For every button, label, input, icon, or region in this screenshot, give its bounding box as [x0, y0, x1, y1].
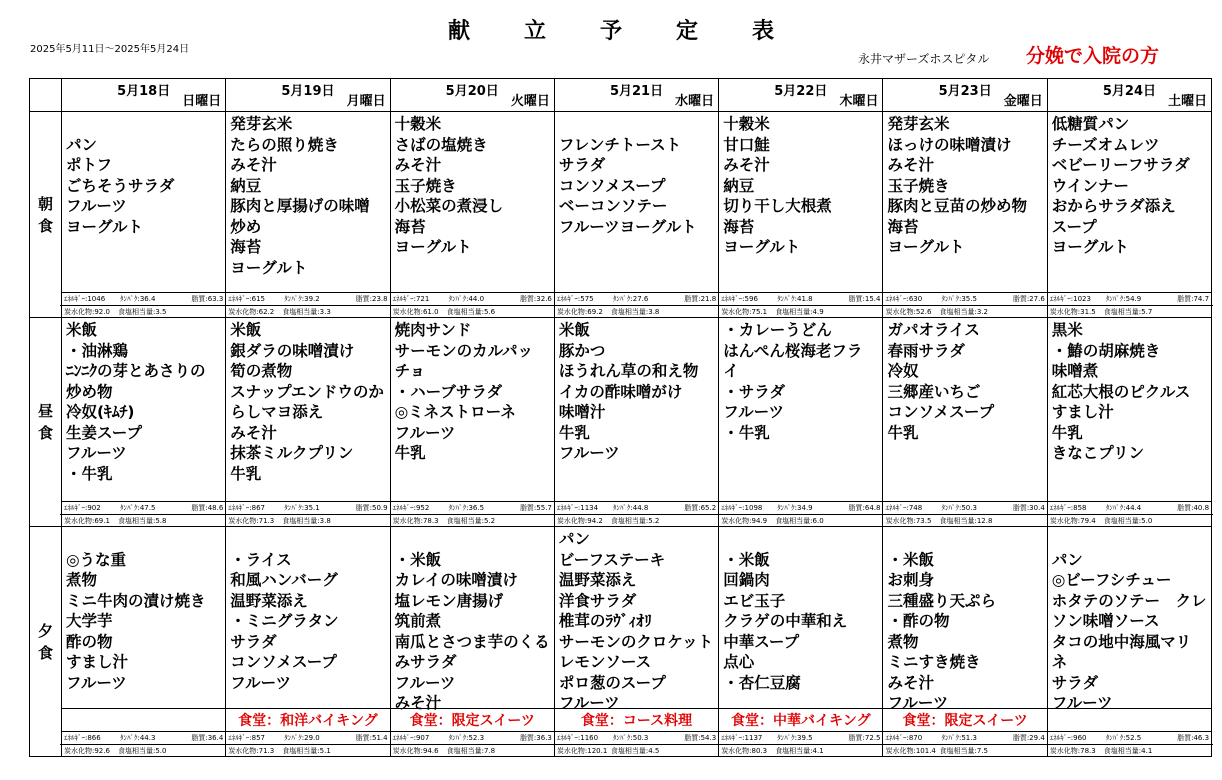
menu-cell	[1047, 527, 1211, 712]
nutrition-cell	[883, 502, 1047, 527]
salt-value: 食塩相当量:5.7	[1103, 308, 1153, 316]
meal-label: 昼 食	[30, 318, 62, 527]
menu-cell	[719, 527, 883, 709]
nutrition-cell	[226, 293, 390, 318]
menu-items: 十穀米 さばの塩焼き みそ汁 玉子焼き 小松菜の煮浸し 海苔 ヨーグルト	[394, 115, 504, 256]
nutrition-cell	[554, 502, 718, 527]
day-header	[883, 79, 1047, 112]
energy-value: ｴﾈﾙｷﾞｰ:1137	[721, 734, 763, 742]
energy-value: ｴﾈﾙｷﾞｰ:857	[228, 734, 266, 742]
carb-value: 炭水化物:78.3	[392, 517, 439, 525]
menu-items: ・ライス 和風ハンバーグ 温野菜添え ・ミニグラタン サラダ コンソメスープ フルーツ	[230, 550, 339, 692]
protein-value: ﾀﾝﾊﾟｸ:34.9	[777, 504, 813, 512]
menu-items: ・米飯 カレイの味噌漬け 塩レモン唐揚げ 筑前煮 南瓜とさつま芋のくる みサラダ フルーツ みそ汁	[394, 550, 550, 712]
carb-value: 炭水化物:94.6	[392, 747, 439, 755]
salt-value: 食塩相当量:5.8	[118, 517, 167, 525]
title-char: 立	[523, 19, 546, 44]
fat-value: 脂質:15.4	[848, 295, 881, 303]
meal-row	[30, 112, 1212, 293]
menu-items: フレンチトースト サラダ コンソメスープ ベーコンソテー フルーツヨーグルト	[558, 135, 697, 236]
menu-items: ・カレーうどん はんぺん桜海老フラ イ ・サラダ フルーツ ・牛乳	[723, 321, 863, 442]
carb-value: 炭水化物:94.2	[556, 517, 603, 525]
salt-value: 食塩相当量:5.0	[1103, 517, 1153, 525]
energy-value: ｴﾈﾙｷﾞｰ:867	[228, 504, 266, 512]
menu-cell	[719, 112, 883, 293]
fat-value: 脂質:74.7	[1177, 295, 1210, 303]
salt-value: 食塩相当量:4.1	[775, 747, 824, 755]
carb-value: 炭水化物:52.6	[885, 308, 932, 316]
salt-value: 食塩相当量:4.5	[610, 747, 660, 755]
energy-value: ｴﾈﾙｷﾞｰ:1046	[64, 295, 106, 303]
menu-cell	[719, 318, 883, 502]
salt-value: 食塩相当量:3.5	[118, 308, 167, 316]
salt-value: 食塩相当量:3.8	[282, 517, 331, 525]
day-header	[62, 79, 226, 112]
menu-cell	[883, 527, 1047, 712]
protein-value: ﾀﾝﾊﾟｸ:36.5	[448, 504, 485, 512]
carb-value: 炭水化物:69.2	[556, 308, 603, 316]
nutrition-cell	[226, 732, 390, 757]
protein-value: ﾀﾝﾊﾟｸ:51.3	[941, 734, 977, 742]
menu-items: 米飯 銀ダラの味噌漬け 筍の煮物 スナップエンドウのか らしマヨ添え みそ汁 抹茶ミルクプリン 牛乳	[230, 321, 384, 483]
fat-value: 脂質:23.8	[355, 295, 388, 303]
fat-value: 脂質:54.3	[684, 734, 717, 742]
menu-cell	[390, 527, 554, 712]
cafeteria-event: 食堂：中華バイキング	[719, 709, 883, 732]
cafeteria-event: 食堂：コース料理	[554, 709, 718, 732]
nutrition-cell	[226, 502, 390, 527]
cafeteria-event: 食堂：和洋バイキング	[226, 709, 390, 732]
fat-value: 脂質:30.4	[1012, 504, 1045, 512]
carb-value: 炭水化物:62.2	[228, 308, 275, 316]
nutrition-cell	[1047, 732, 1211, 757]
meal-label: 朝 食	[30, 112, 62, 318]
energy-value: ｴﾈﾙｷﾞｰ:870	[885, 734, 923, 742]
day-of-week: 水曜日	[675, 94, 715, 109]
salt-value: 食塩相当量:3.2	[939, 308, 988, 316]
protein-value: ﾀﾝﾊﾟｸ:36.4	[120, 295, 156, 303]
energy-value: ｴﾈﾙｷﾞｰ:748	[885, 504, 923, 512]
carb-value: 炭水化物:75.1	[721, 308, 768, 316]
protein-value: ﾀﾝﾊﾟｸ:44.8	[612, 504, 649, 512]
nutrition-row	[30, 502, 1212, 527]
menu-items: ◎うな重 煮物 ミニ牛肉の漬け焼き 大学芋 酢の物 すまし汁 フルーツ	[66, 550, 206, 692]
nutrition-cell	[719, 293, 883, 318]
protein-value: ﾀﾝﾊﾟｸ:44.3	[120, 734, 156, 742]
energy-value: ｴﾈﾙｷﾞｰ:902	[64, 504, 101, 512]
nutrition-cell	[62, 502, 226, 527]
protein-value: ﾀﾝﾊﾟｸ:50.3	[612, 734, 649, 742]
fat-value: 脂質:64.8	[848, 504, 881, 512]
menu-items: 低糖質パン チーズオムレツ ベビーリーフサラダ ウインナー おからサラダ添え スープ ヨーグルト	[1051, 115, 1190, 256]
nutrition-row	[30, 732, 1212, 757]
salt-value: 食塩相当量:7.5	[939, 747, 988, 755]
day-of-week: 木曜日	[839, 94, 879, 109]
salt-value: 食塩相当量:4.9	[775, 308, 824, 316]
fat-value: 脂質:21.8	[684, 295, 717, 303]
day-header-row	[30, 79, 1212, 112]
menu-items: パン ビーフステーキ 温野菜添え 洋食サラダ 椎茸のﾗｳﾞｨｵﾘ サーモンのクロケット レモンソース ポロ葱のスープ フルーツ	[558, 530, 714, 712]
day-header	[226, 79, 390, 112]
protein-value: ﾀﾝﾊﾟｸ:39.5	[777, 734, 813, 742]
nutrition-cell	[719, 502, 883, 527]
menu-items: 米飯 ・油淋鶏 ﾆﾝﾆｸの芽とあさりの 炒め物 冷奴(ｷﾑﾁ) 生姜スープ フルーツ ・牛乳	[66, 321, 206, 483]
cafeteria-event: 食堂：限定スイーツ	[883, 709, 1047, 732]
protein-value: ﾀﾝﾊﾟｸ:35.5	[941, 295, 977, 303]
menu-items: 米飯 豚かつ ほうれん草の和え物 イカの酢味噌がけ 味噌汁 牛乳 フルーツ	[558, 321, 699, 462]
nutrition-cell	[883, 293, 1047, 318]
energy-value: ｴﾈﾙｷﾞｰ:1134	[556, 504, 599, 512]
menu-table	[29, 78, 1212, 757]
carb-value: 炭水化物:94.9	[721, 517, 768, 525]
corner-cell	[30, 79, 62, 112]
protein-value: ﾀﾝﾊﾟｸ:29.0	[284, 734, 320, 742]
menu-items: 黒米 ・鰆の胡麻焼き 味噌煮 紅芯大根のピクルス すまし汁 牛乳 きなこプリン	[1051, 321, 1191, 462]
nutrition-cell	[62, 293, 226, 318]
carb-value: 炭水化物:71.3	[228, 747, 275, 755]
fat-value: 脂質:50.9	[355, 504, 388, 512]
protein-value: ﾀﾝﾊﾟｸ:44.4	[1105, 504, 1142, 512]
carb-value: 炭水化物:78.3	[1049, 747, 1096, 755]
menu-cell	[883, 112, 1047, 293]
salt-value: 食塩相当量:12.8	[939, 517, 993, 525]
carb-value: 炭水化物:61.0	[392, 308, 439, 316]
salt-value: 食塩相当量:5.2	[610, 517, 660, 525]
protein-value: ﾀﾝﾊﾟｸ:54.9	[1105, 295, 1142, 303]
protein-value: ﾀﾝﾊﾟｸ:50.3	[941, 504, 977, 512]
title-char: 予	[599, 19, 622, 44]
menu-cell	[390, 112, 554, 293]
fat-value: 脂質:63.3	[191, 295, 224, 303]
menu-items: パン ポトフ ごちそうサラダ フルーツ ヨーグルト	[66, 135, 175, 236]
fat-value: 脂質:72.5	[848, 734, 881, 742]
salt-value: 食塩相当量:3.8	[610, 308, 660, 316]
meal-row	[30, 527, 1212, 709]
day-header	[1047, 79, 1211, 112]
menu-items: ・米飯 お刺身 三種盛り天ぷら ・酢の物 煮物 ミニすき焼き みそ汁 フルーツ	[887, 550, 996, 712]
day-date: 5月18日	[117, 84, 171, 99]
day-date: 5月23日	[938, 84, 992, 99]
title-char: 表	[752, 19, 775, 44]
menu-items: 発芽玄米 たらの照り焼き みそ汁 納豆 豚肉と厚揚げの味噌 炒め 海苔 ヨーグルト	[230, 115, 370, 277]
energy-value: ｴﾈﾙｷﾞｰ:952	[392, 504, 430, 512]
protein-value: ﾀﾝﾊﾟｸ:52.5	[1105, 734, 1142, 742]
nutrition-cell	[554, 732, 718, 757]
nutrition-cell	[883, 732, 1047, 757]
day-of-week: 土曜日	[1168, 94, 1208, 109]
energy-value: ｴﾈﾙｷﾞｰ:1023	[1049, 295, 1091, 303]
nutrition-cell	[554, 293, 718, 318]
energy-value: ｴﾈﾙｷﾞｰ:866	[64, 734, 101, 742]
fat-value: 脂質:36.4	[191, 734, 224, 742]
energy-value: ｴﾈﾙｷﾞｰ:596	[721, 295, 758, 303]
meal-row	[30, 318, 1212, 502]
menu-cell	[554, 318, 718, 502]
energy-value: ｴﾈﾙｷﾞｰ:575	[556, 295, 594, 303]
title-char: 定	[676, 19, 699, 44]
protein-value: ﾀﾝﾊﾟｸ:52.3	[448, 734, 485, 742]
day-date: 5月20日	[445, 84, 499, 99]
nutrition-cell	[390, 732, 554, 757]
salt-value: 食塩相当量:6.0	[775, 517, 824, 525]
fat-value: 脂質:55.7	[519, 504, 552, 512]
nutrition-cell	[1047, 293, 1211, 318]
meal-label: 夕 食	[30, 527, 62, 757]
protein-value: ﾀﾝﾊﾟｸ:41.8	[777, 295, 813, 303]
salt-value: 食塩相当量:7.8	[446, 747, 496, 755]
day-date: 5月19日	[281, 84, 335, 99]
target-note: 分娩で入院の方	[1026, 45, 1160, 67]
cafeteria-event	[62, 709, 226, 732]
carb-value: 炭水化物:69.1	[64, 517, 110, 525]
energy-value: ｴﾈﾙｷﾞｰ:907	[392, 734, 430, 742]
salt-value: 食塩相当量:5.6	[446, 308, 496, 316]
energy-value: ｴﾈﾙｷﾞｰ:630	[885, 295, 923, 303]
salt-value: 食塩相当量:4.1	[1103, 747, 1153, 755]
day-of-week: 火曜日	[510, 94, 550, 109]
menu-cell	[62, 112, 226, 293]
menu-items: パン ◎ビーフシチュー ホタテのソテー クレ ソン味噌ソース タコの地中海風マリ ネ サラダ フルーツ	[1051, 550, 1207, 712]
protein-value: ﾀﾝﾊﾟｸ:44.0	[448, 295, 485, 303]
fat-value: 脂質:51.4	[355, 734, 388, 742]
menu-items: 十穀米 甘口鮭 みそ汁 納豆 切り干し大根煮 海苔 ヨーグルト	[723, 115, 832, 256]
nutrition-cell	[719, 732, 883, 757]
carb-value: 炭水化物:120.1	[556, 747, 608, 755]
energy-value: ｴﾈﾙｷﾞｰ:721	[392, 295, 430, 303]
salt-value: 食塩相当量:5.0	[118, 747, 167, 755]
period-text: 2025年5月11日～2025年5月24日	[30, 44, 190, 55]
menu-cell	[226, 112, 390, 293]
fat-value: 脂質:65.2	[684, 504, 717, 512]
carb-value: 炭水化物:31.5	[1049, 308, 1096, 316]
menu-cell	[1047, 112, 1211, 293]
nutrition-cell	[390, 293, 554, 318]
day-of-week: 金曜日	[1003, 94, 1043, 109]
fat-value: 脂質:40.8	[1177, 504, 1210, 512]
day-date: 5月22日	[774, 84, 828, 99]
protein-value: ﾀﾝﾊﾟｸ:27.6	[612, 295, 649, 303]
menu-cell	[62, 527, 226, 709]
fat-value: 脂質:48.6	[191, 504, 224, 512]
energy-value: ｴﾈﾙｷﾞｰ:1160	[556, 734, 599, 742]
nutrition-row	[30, 293, 1212, 318]
energy-value: ｴﾈﾙｷﾞｰ:960	[1049, 734, 1087, 742]
menu-items: 焼肉サンド サーモンのカルパッ チョ ・ハーブサラダ ◎ミネストローネ フルーツ 牛乳	[394, 321, 534, 462]
nutrition-cell	[390, 502, 554, 527]
fat-value: 脂質:46.3	[1177, 734, 1210, 742]
salt-value: 食塩相当量:5.2	[446, 517, 496, 525]
fat-value: 脂質:36.3	[519, 734, 552, 742]
protein-value: ﾀﾝﾊﾟｸ:39.2	[284, 295, 320, 303]
menu-cell	[390, 318, 554, 502]
menu-items: ・米飯 回鍋肉 エビ玉子 クラゲの中華和え 中華スープ 点心 ・杏仁豆腐	[723, 550, 848, 692]
menu-cell	[62, 318, 226, 502]
energy-value: ｴﾈﾙｷﾞｰ:1098	[721, 504, 763, 512]
day-of-week: 日曜日	[182, 94, 222, 109]
carb-value: 炭水化物:80.3	[721, 747, 768, 755]
hospital-name: 永井マザーズホスピタル	[858, 52, 990, 66]
day-header	[719, 79, 883, 112]
salt-value: 食塩相当量:5.1	[282, 747, 331, 755]
salt-value: 食塩相当量:3.3	[282, 308, 331, 316]
carb-value: 炭水化物:101.4	[885, 747, 936, 755]
menu-cell	[883, 318, 1047, 502]
carb-value: 炭水化物:73.5	[885, 517, 932, 525]
nutrition-cell	[1047, 502, 1211, 527]
fat-value: 脂質:29.4	[1012, 734, 1045, 742]
menu-cell	[554, 527, 718, 712]
day-of-week: 月曜日	[346, 94, 386, 109]
menu-cell	[554, 112, 718, 293]
cafeteria-event: 食堂：限定スイーツ	[390, 709, 554, 732]
carb-value: 炭水化物:92.6	[64, 747, 110, 755]
protein-value: ﾀﾝﾊﾟｸ:35.1	[284, 504, 320, 512]
fat-value: 脂質:27.6	[1012, 295, 1045, 303]
day-header	[390, 79, 554, 112]
day-header	[554, 79, 718, 112]
fat-value: 脂質:32.6	[519, 295, 552, 303]
carb-value: 炭水化物:92.0	[64, 308, 110, 316]
energy-value: ｴﾈﾙｷﾞｰ:858	[1049, 504, 1087, 512]
menu-cell	[226, 527, 390, 709]
menu-cell	[226, 318, 390, 502]
nutrition-cell	[62, 732, 226, 757]
day-date: 5月21日	[609, 84, 664, 99]
menu-cell	[1047, 318, 1211, 502]
title-char: 献	[447, 19, 470, 44]
protein-value: ﾀﾝﾊﾟｸ:47.5	[120, 504, 156, 512]
carb-value: 炭水化物:79.4	[1049, 517, 1096, 525]
carb-value: 炭水化物:71.3	[228, 517, 275, 525]
menu-items: ガパオライス 春雨サラダ 冷奴 三郷産いちご コンソメスープ 牛乳	[887, 321, 995, 442]
energy-value: ｴﾈﾙｷﾞｰ:615	[228, 295, 266, 303]
menu-items: 発芽玄米 ほっけの味噌漬け みそ汁 玉子焼き 豚肉と豆苗の炒め物 海苔 ヨーグルト	[887, 115, 1027, 256]
day-date: 5月24日	[1102, 84, 1156, 99]
